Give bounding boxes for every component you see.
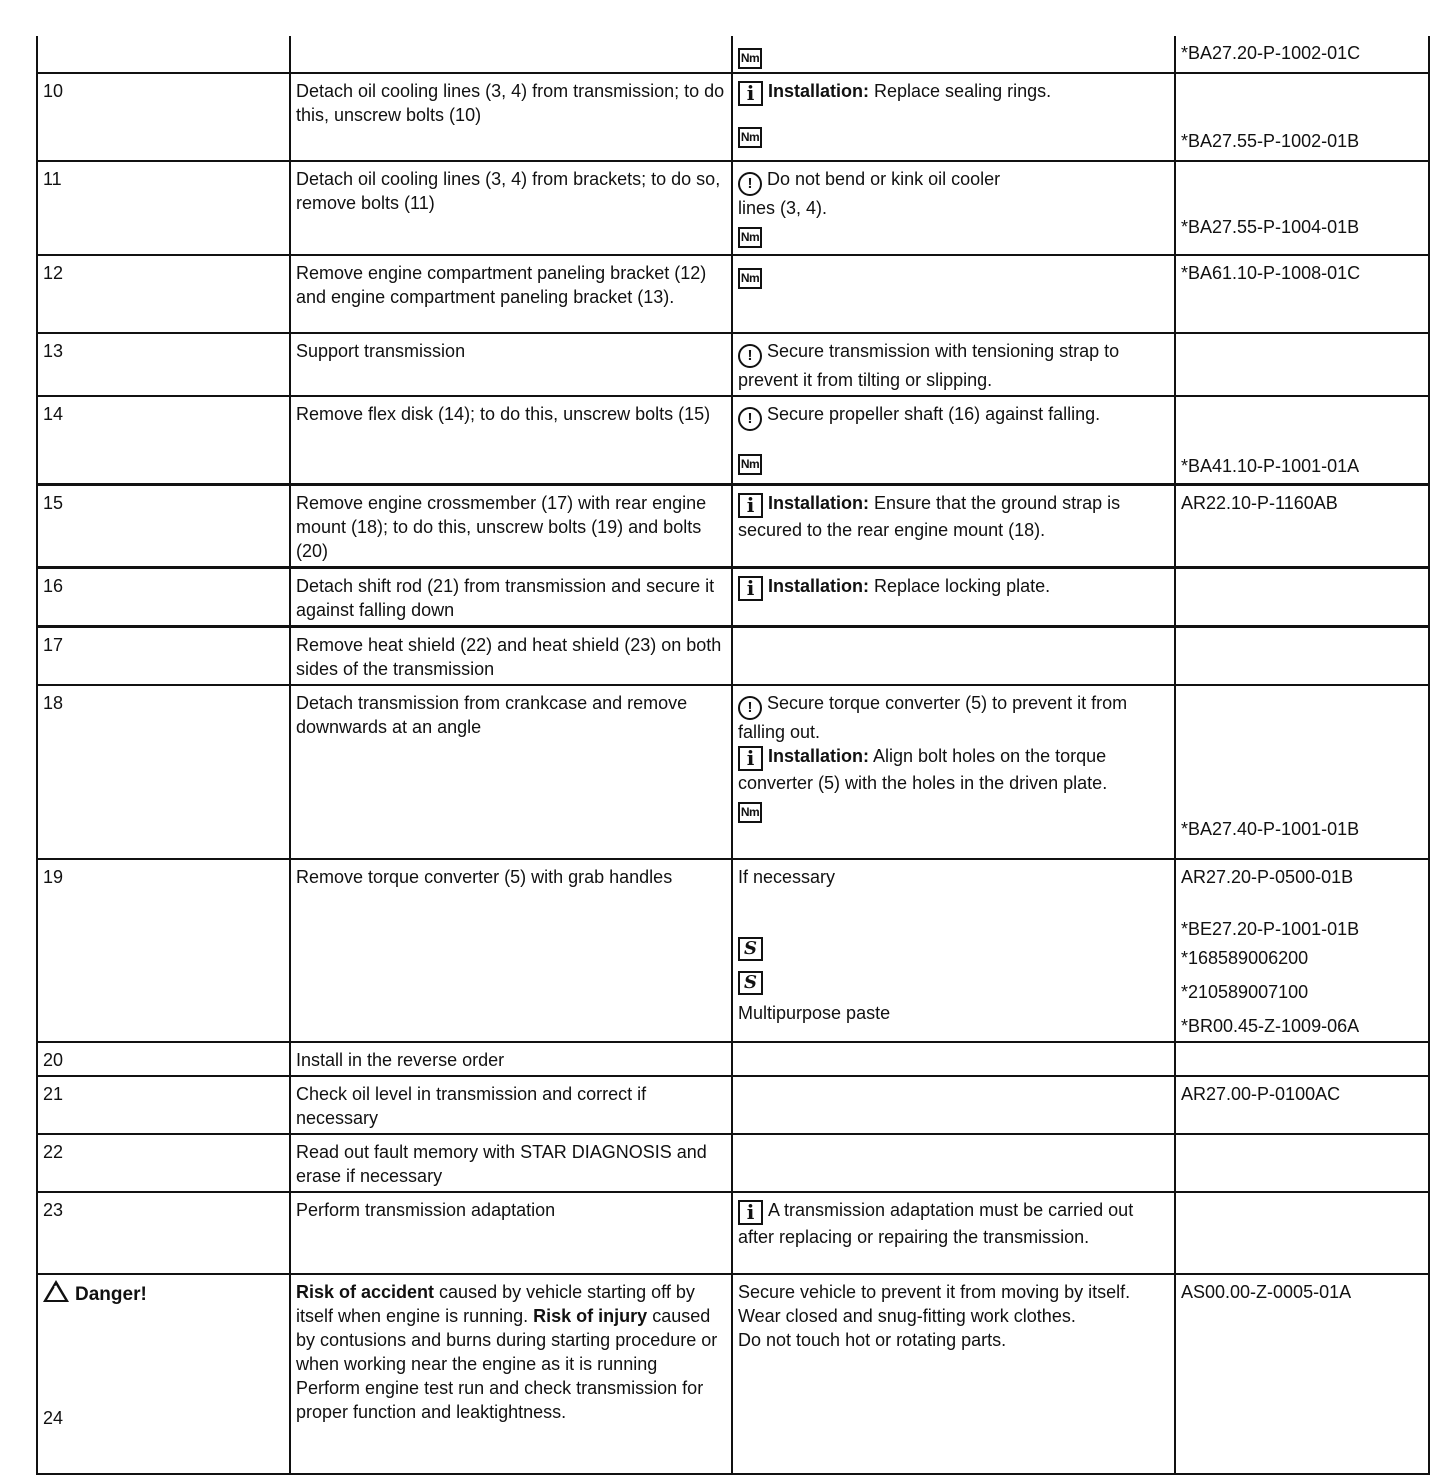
notes-cell xyxy=(732,685,1175,859)
table-row xyxy=(37,161,1429,255)
step-cell: 21 xyxy=(37,1076,290,1134)
note-text: A transmission adaptation must be carried out after replacing or repairing the transmission. xyxy=(738,1199,1134,1247)
step-cell xyxy=(37,1274,290,1474)
reference-link[interactable]: AR27.20-P-0500-01B xyxy=(1181,866,1354,887)
reference-link[interactable]: *BA27.20-P-1002-01C xyxy=(1181,43,1361,63)
step-cell: 23 xyxy=(37,1192,290,1274)
reference-link[interactable]: *BA41.10-P-1001-01A xyxy=(1181,456,1360,476)
reference-cell xyxy=(1175,484,1429,567)
reference-link[interactable]: AR27.00-P-0100AC xyxy=(1181,1083,1341,1104)
torque-icon: Nm xyxy=(738,454,762,475)
action-cell: Support transmission xyxy=(290,333,732,396)
risk-text: caused by contusions and burns during starting procedure or when working near the engine as it is running xyxy=(296,1305,718,1374)
notes-cell xyxy=(732,36,1175,73)
risk-text: caused by vehicle starting off by itself when engine is running. xyxy=(296,1281,695,1326)
note-text: Replace locking plate. xyxy=(869,575,1051,596)
step-number: 24 xyxy=(43,1407,64,1428)
reference-cell xyxy=(1175,1274,1429,1474)
note-text: Do not touch hot or rotating parts. xyxy=(738,1329,1007,1350)
notes-cell xyxy=(732,1192,1175,1274)
reference-cell xyxy=(1175,396,1429,484)
reference-link[interactable]: *BA27.55-P-1004-01B xyxy=(1181,217,1360,237)
table-row xyxy=(37,1274,1429,1474)
action-cell: Remove flex disk (14); to do this, unscrew bolts (15) xyxy=(290,396,732,484)
note-text: Align bolt holes on the torque converter (5) with the holes in the driven plate. xyxy=(738,745,1108,793)
table-row xyxy=(37,1076,1429,1134)
note-text: Secure torque converter (5) to prevent it from falling out. xyxy=(738,692,1128,742)
note-text: Replace sealing rings. xyxy=(869,81,1052,101)
step-cell: 17 xyxy=(37,626,290,685)
action-cell: Remove heat shield (22) and heat shield (23) on both sides of the transmission xyxy=(290,626,732,685)
note-text: Do not bend or kink oil cooler xyxy=(767,169,1001,189)
info-icon: i xyxy=(738,81,763,106)
table-row xyxy=(37,626,1429,685)
reference-link[interactable]: *BR00.45-Z-1009-06A xyxy=(1181,1015,1360,1036)
note-text: Ensure that the ground strap is secured to the rear engine mount (18). xyxy=(738,492,1121,540)
notes-cell xyxy=(732,161,1175,255)
table-row xyxy=(37,1134,1429,1192)
step-cell: 15 xyxy=(37,484,290,567)
notes-cell xyxy=(732,626,1175,685)
installation-label: Installation: xyxy=(768,575,870,596)
torque-icon: Nm xyxy=(738,802,762,823)
table-row xyxy=(37,255,1429,333)
reference-cell xyxy=(1175,36,1429,73)
procedure-table xyxy=(36,36,1430,1475)
reference-cell xyxy=(1175,1042,1429,1076)
reference-link[interactable]: *BA61.10-P-1008-01C xyxy=(1181,263,1361,283)
table-row xyxy=(37,333,1429,396)
note-text: Wear closed and snug-fitting work clothes. xyxy=(738,1305,1076,1326)
notes-cell xyxy=(732,859,1175,1042)
table-row xyxy=(37,484,1429,567)
notes-cell xyxy=(732,1042,1175,1076)
info-icon: i xyxy=(738,576,763,601)
action-cell: Detach oil cooling lines (3, 4) from brackets; to do so, remove bolts (11) xyxy=(290,161,732,255)
caution-note-icon: ! xyxy=(738,696,762,720)
step-cell: 12 xyxy=(37,255,290,333)
table-row xyxy=(37,396,1429,484)
caution-note-icon: ! xyxy=(738,172,762,196)
installation-label: Installation: xyxy=(768,492,870,513)
table-row xyxy=(37,567,1429,626)
notes-cell xyxy=(732,1134,1175,1192)
reference-cell xyxy=(1175,1076,1429,1134)
table-row xyxy=(37,859,1429,1042)
action-cell: Read out fault memory with STAR DIAGNOSIS and erase if necessary xyxy=(290,1134,732,1192)
reference-link[interactable]: *168589006200 xyxy=(1181,947,1309,968)
procedure-table-page xyxy=(36,36,1428,1475)
notes-cell xyxy=(732,1076,1175,1134)
note-text: Multipurpose paste xyxy=(738,1002,891,1023)
step-cell xyxy=(37,36,290,73)
step-cell: 16 xyxy=(37,567,290,626)
reference-cell xyxy=(1175,1134,1429,1192)
reference-link[interactable]: *BE27.20-P-1001-01B xyxy=(1181,918,1360,939)
step-cell: 18 xyxy=(37,685,290,859)
action-cell: Detach oil cooling lines (3, 4) from transmission; to do this, unscrew bolts (10) xyxy=(290,73,732,161)
reference-cell xyxy=(1175,1192,1429,1274)
note-text: If necessary xyxy=(738,866,836,887)
action-cell: Detach shift rod (21) from transmission and secure it against falling down xyxy=(290,567,732,626)
action-cell: Perform transmission adaptation xyxy=(290,1192,732,1274)
note-text: Secure vehicle to prevent it from moving by itself. xyxy=(738,1281,1131,1302)
note-text: Secure transmission with tensioning strap to prevent it from tilting or slipping. xyxy=(738,341,1120,390)
table-row xyxy=(37,1192,1429,1274)
reference-link[interactable]: *210589007100 xyxy=(1181,981,1309,1002)
action-cell: Remove torque converter (5) with grab handles xyxy=(290,859,732,1042)
installation-label: Installation: xyxy=(768,745,870,766)
step-cell: 13 xyxy=(37,333,290,396)
reference-cell xyxy=(1175,626,1429,685)
reference-cell xyxy=(1175,255,1429,333)
notes-cell xyxy=(732,73,1175,161)
danger-label: Danger! xyxy=(75,1283,147,1305)
notes-cell xyxy=(732,484,1175,567)
action-cell: Check oil level in transmission and correct if necessary xyxy=(290,1076,732,1134)
notes-cell xyxy=(732,567,1175,626)
action-text: Perform engine test run and check transmission for proper function and leaktightness. xyxy=(296,1377,704,1422)
risk-label: Risk of injury xyxy=(533,1305,648,1326)
info-icon: i xyxy=(738,493,763,518)
reference-link[interactable]: *BA27.55-P-1002-01B xyxy=(1181,131,1360,151)
special-tool-icon: S xyxy=(738,937,763,961)
action-cell: Detach transmission from crankcase and remove downwards at an angle xyxy=(290,685,732,859)
table-row xyxy=(37,685,1429,859)
reference-cell xyxy=(1175,73,1429,161)
notes-cell xyxy=(732,333,1175,396)
step-cell: 19 xyxy=(37,859,290,1042)
reference-link[interactable]: AS00.00-Z-0005-01A xyxy=(1181,1281,1352,1302)
reference-link[interactable]: *BA27.40-P-1001-01B xyxy=(1181,818,1360,839)
torque-icon: Nm xyxy=(738,268,762,289)
step-cell: 20 xyxy=(37,1042,290,1076)
reference-link[interactable]: AR22.10-P-1160AB xyxy=(1181,492,1338,513)
step-cell: 11 xyxy=(37,161,290,255)
notes-cell xyxy=(732,1274,1175,1474)
table-row xyxy=(37,73,1429,161)
note-text: Secure propeller shaft (16) against falling. xyxy=(767,404,1101,424)
reference-cell xyxy=(1175,333,1429,396)
caution-note-icon: ! xyxy=(738,344,762,368)
action-cell xyxy=(290,1274,732,1474)
table-row xyxy=(37,1042,1429,1076)
torque-icon: Nm xyxy=(738,48,762,69)
info-icon: i xyxy=(738,746,763,771)
reference-cell xyxy=(1175,685,1429,859)
action-cell: Remove engine compartment paneling bracket (12) and engine compartment paneling bracket (13). xyxy=(290,255,732,333)
action-cell xyxy=(290,36,732,73)
action-cell: Remove engine crossmember (17) with rear engine mount (18); to do this, unscrew bolts (19) and bolts (20) xyxy=(290,484,732,567)
step-cell: 10 xyxy=(37,73,290,161)
note-text: lines (3, 4). xyxy=(738,198,828,218)
torque-icon: Nm xyxy=(738,227,762,248)
table-row xyxy=(37,36,1429,73)
action-cell: Install in the reverse order xyxy=(290,1042,732,1076)
torque-icon: Nm xyxy=(738,127,762,148)
step-cell: 22 xyxy=(37,1134,290,1192)
step-cell: 14 xyxy=(37,396,290,484)
info-icon: i xyxy=(738,1200,763,1225)
reference-cell xyxy=(1175,859,1429,1042)
caution-note-icon: ! xyxy=(738,407,762,431)
reference-cell xyxy=(1175,161,1429,255)
installation-label: Installation: xyxy=(768,81,870,101)
special-tool-icon: S xyxy=(738,971,763,995)
reference-cell xyxy=(1175,567,1429,626)
risk-label: Risk of accident xyxy=(296,1281,435,1302)
notes-cell xyxy=(732,396,1175,484)
warning-triangle-icon xyxy=(43,1280,69,1302)
notes-cell xyxy=(732,255,1175,333)
